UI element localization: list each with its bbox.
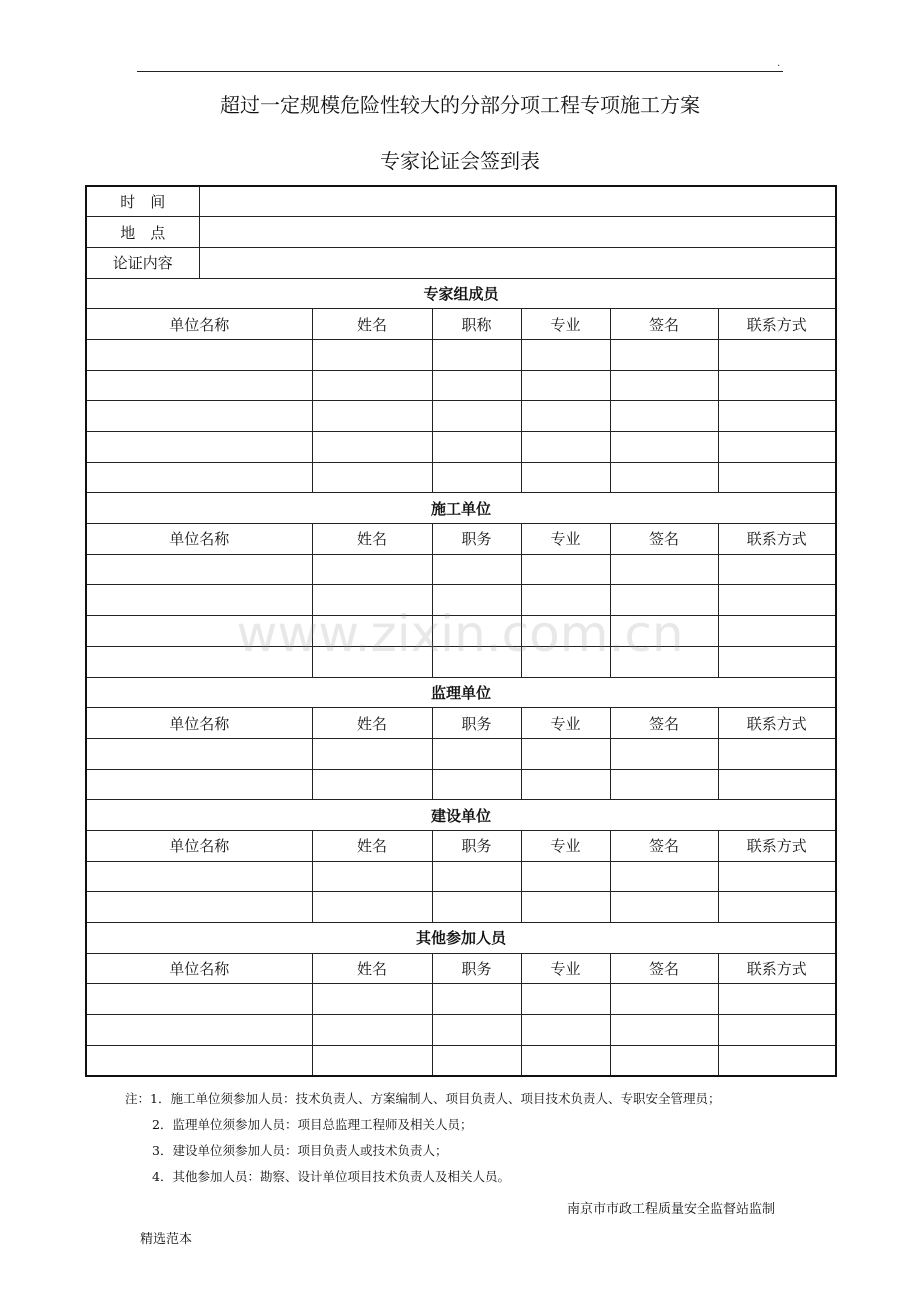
section-title: 建设单位 [86,800,836,831]
column-header: 姓名 [312,524,432,555]
column-header: 单位名称 [86,830,312,861]
info-value[interactable] [199,247,836,278]
signature-cell[interactable] [521,892,610,923]
info-label: 论证内容 [86,247,199,278]
signature-cell[interactable] [432,984,521,1015]
signature-cell[interactable] [718,432,836,463]
signature-cell[interactable] [312,1045,432,1076]
column-header: 专业 [521,830,610,861]
signature-cell[interactable] [86,339,312,370]
signature-cell[interactable] [610,1015,718,1046]
signature-row [86,738,836,769]
signature-cell[interactable] [718,1015,836,1046]
column-header-row [86,708,836,739]
signature-cell[interactable] [432,462,521,493]
column-header: 姓名 [312,830,432,861]
signature-row [86,462,836,493]
signature-cell[interactable] [610,861,718,892]
section-title-row [86,677,836,708]
signature-cell[interactable] [521,984,610,1015]
document-subtitle: 专家论证会签到表 [380,149,540,173]
note-item: 4．其他参加人员：勘察、设计单位项目技术负责人及相关人员。 [152,1169,510,1184]
signature-cell[interactable] [718,984,836,1015]
column-header: 签名 [610,309,718,340]
column-header: 职务 [432,953,521,984]
info-row [86,186,836,217]
signature-row [86,861,836,892]
signature-cell[interactable] [86,646,312,677]
section-title: 专家组成员 [86,278,836,309]
column-header: 签名 [610,708,718,739]
signature-row [86,370,836,401]
column-header: 单位名称 [86,309,312,340]
signature-cell[interactable] [718,861,836,892]
column-header: 单位名称 [86,708,312,739]
issuer-footer: 南京市市政工程质量安全监督站监制 [567,1202,776,1217]
signature-cell[interactable] [718,554,836,585]
note-item: 注：1．施工单位须参加人员：技术负责人、方案编制人、项目负责人、项目技术负责人、专职安全管理员； [125,1091,721,1106]
note-item: 3．建设单位须参加人员：项目负责人或技术负责人； [152,1143,448,1158]
signature-cell[interactable] [86,984,312,1015]
column-header: 单位名称 [86,524,312,555]
signature-cell[interactable] [432,1045,521,1076]
column-header-row [86,524,836,555]
column-header: 联系方式 [718,309,836,340]
signature-cell[interactable] [432,616,521,647]
signature-cell[interactable] [610,554,718,585]
header-mark: . [777,58,781,69]
signature-row [86,554,836,585]
signature-cell[interactable] [86,432,312,463]
signature-cell[interactable] [610,585,718,616]
section-title-row [86,493,836,524]
signature-row [86,339,836,370]
signature-cell[interactable] [521,1045,610,1076]
section-title-row [86,278,836,309]
signature-cell[interactable] [312,646,432,677]
column-header: 职务 [432,830,521,861]
signature-cell[interactable] [521,432,610,463]
signature-cell[interactable] [610,616,718,647]
column-header-row [86,309,836,340]
notes [125,1086,720,1190]
signature-cell[interactable] [432,1015,521,1046]
info-value[interactable] [199,186,836,217]
signature-cell[interactable] [521,861,610,892]
signature-cell[interactable] [432,861,521,892]
signature-row [86,646,836,677]
signature-cell[interactable] [432,585,521,616]
header-rule [137,71,783,72]
signature-cell[interactable] [610,339,718,370]
signature-cell[interactable] [521,339,610,370]
signature-cell[interactable] [312,401,432,432]
signature-cell[interactable] [432,892,521,923]
signature-cell[interactable] [312,432,432,463]
signature-cell[interactable] [86,1015,312,1046]
column-header: 专业 [521,708,610,739]
signature-row [86,1045,836,1076]
signature-cell[interactable] [718,585,836,616]
signature-cell[interactable] [718,738,836,769]
info-label: 时 间 [86,186,199,217]
column-header: 联系方式 [718,953,836,984]
signature-cell[interactable] [521,616,610,647]
signature-cell[interactable] [610,1045,718,1076]
signature-cell[interactable] [610,370,718,401]
signature-cell[interactable] [610,462,718,493]
column-header: 联系方式 [718,708,836,739]
bottom-mark: 精选范本 [140,1232,193,1247]
column-header: 职务 [432,524,521,555]
signature-cell[interactable] [312,462,432,493]
column-header: 专业 [521,309,610,340]
section-title: 施工单位 [86,493,836,524]
column-header: 职称 [432,309,521,340]
signature-cell[interactable] [521,462,610,493]
signature-cell[interactable] [521,585,610,616]
signature-cell[interactable] [718,1045,836,1076]
column-header: 签名 [610,953,718,984]
column-header-row [86,953,836,984]
signature-cell[interactable] [312,861,432,892]
signature-row [86,892,836,923]
signature-row [86,585,836,616]
column-header: 专业 [521,524,610,555]
signature-cell[interactable] [610,892,718,923]
signature-row [86,616,836,647]
column-header: 专业 [521,953,610,984]
signature-cell[interactable] [86,1045,312,1076]
signature-cell[interactable] [312,769,432,800]
signature-cell[interactable] [86,554,312,585]
info-row [86,217,836,248]
column-header-row [86,830,836,861]
signature-cell[interactable] [718,370,836,401]
signature-row [86,401,836,432]
signature-cell[interactable] [432,339,521,370]
column-header: 签名 [610,524,718,555]
column-header: 职务 [432,708,521,739]
signature-cell[interactable] [432,769,521,800]
document-title: 超过一定规模危险性较大的分部分项工程专项施工方案 [220,93,700,117]
signature-cell[interactable] [86,892,312,923]
section-title-row [86,800,836,831]
signature-cell[interactable] [610,646,718,677]
signature-cell[interactable] [432,401,521,432]
signature-cell[interactable] [432,554,521,585]
section-title: 监理单位 [86,677,836,708]
signature-cell[interactable] [312,585,432,616]
signature-cell[interactable] [312,370,432,401]
signature-cell[interactable] [312,339,432,370]
column-header: 签名 [610,830,718,861]
signature-cell[interactable] [610,984,718,1015]
signature-cell[interactable] [521,401,610,432]
sign-in-table [85,185,837,1077]
signature-cell[interactable] [718,339,836,370]
signature-cell[interactable] [312,738,432,769]
signature-cell[interactable] [432,432,521,463]
signature-row [86,984,836,1015]
signature-cell[interactable] [312,892,432,923]
signature-cell[interactable] [718,401,836,432]
signature-cell[interactable] [86,401,312,432]
info-value[interactable] [199,217,836,248]
info-label: 地 点 [86,217,199,248]
signature-cell[interactable] [610,432,718,463]
signature-cell[interactable] [86,861,312,892]
signature-row [86,1015,836,1046]
signature-cell[interactable] [521,769,610,800]
signature-cell[interactable] [312,1015,432,1046]
section-title: 其他参加人员 [86,923,836,954]
signature-cell[interactable] [312,984,432,1015]
signature-cell[interactable] [312,616,432,647]
signature-cell[interactable] [86,370,312,401]
signature-cell[interactable] [86,616,312,647]
signature-cell[interactable] [610,769,718,800]
watermark: www.zixin.com.cn [236,605,684,663]
signature-cell[interactable] [86,738,312,769]
signature-cell[interactable] [86,585,312,616]
signature-cell[interactable] [432,370,521,401]
column-header: 姓名 [312,309,432,340]
column-header: 姓名 [312,953,432,984]
signature-row [86,769,836,800]
column-header: 单位名称 [86,953,312,984]
signature-cell[interactable] [718,892,836,923]
note-item: 2．监理单位须参加人员：项目总监理工程师及相关人员； [152,1117,473,1132]
column-header: 联系方式 [718,524,836,555]
signature-cell[interactable] [521,646,610,677]
signature-cell[interactable] [521,370,610,401]
signature-cell[interactable] [718,616,836,647]
signature-cell[interactable] [432,738,521,769]
column-header: 姓名 [312,708,432,739]
signature-cell[interactable] [312,554,432,585]
signature-cell[interactable] [521,554,610,585]
signature-cell[interactable] [86,769,312,800]
info-row [86,247,836,278]
signature-cell[interactable] [521,738,610,769]
column-header: 联系方式 [718,830,836,861]
signature-cell[interactable] [521,1015,610,1046]
signature-cell[interactable] [718,646,836,677]
signature-row [86,432,836,463]
signature-cell[interactable] [610,401,718,432]
signature-cell[interactable] [86,462,312,493]
signature-cell[interactable] [718,462,836,493]
section-title-row [86,923,836,954]
signature-cell[interactable] [718,769,836,800]
signature-cell[interactable] [432,646,521,677]
signature-cell[interactable] [610,738,718,769]
